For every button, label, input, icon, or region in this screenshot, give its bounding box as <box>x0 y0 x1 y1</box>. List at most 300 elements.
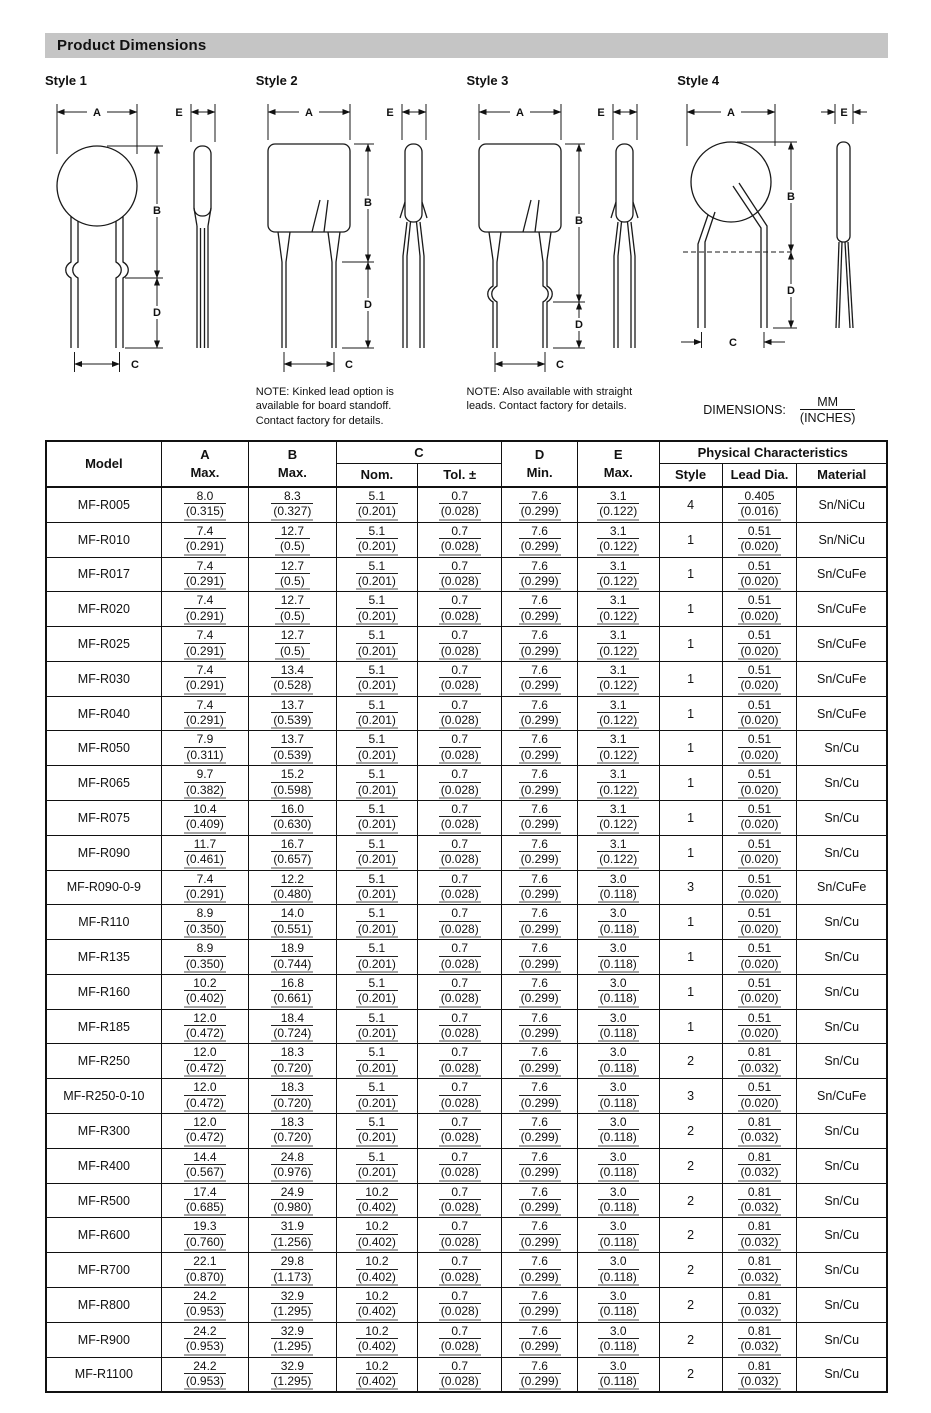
dim-e-cell: $\frac{3.0}{(0.118)}$ <box>577 1148 659 1183</box>
dim-label-e: E <box>840 107 848 119</box>
dim-a-cell: $\frac{8.9}{(0.350)}$ <box>161 905 248 940</box>
style-cell: 2 <box>659 1148 722 1183</box>
dim-d-cell: $\frac{7.6}{(0.299)}$ <box>502 696 578 731</box>
dim-e-cell: $\frac{3.0}{(0.118)}$ <box>577 974 659 1009</box>
dim-a-cell: $\frac{7.4}{(0.291)}$ <box>161 627 248 662</box>
dim-label-c: C <box>344 359 353 371</box>
dim-e-cell: $\frac{3.1}{(0.122)}$ <box>577 661 659 696</box>
style-cell: 1 <box>659 801 722 836</box>
dim-c-nom-cell: $\frac{5.1}{(0.201)}$ <box>336 557 418 592</box>
style-3-note: NOTE: Also available with straight leads. Contact factory for details. <box>466 386 633 413</box>
lead-dia-cell: $\frac{0.51}{(0.020)}$ <box>722 940 797 975</box>
dim-b-cell: $\frac{18.9}{(0.744)}$ <box>249 940 336 975</box>
header-c: C <box>336 441 502 464</box>
dim-e-cell: $\frac{3.1}{(0.122)}$ <box>577 801 659 836</box>
dim-e-cell: $\frac{3.1}{(0.122)}$ <box>577 731 659 766</box>
table-row <box>46 835 887 870</box>
dim-label-e: E <box>386 107 394 119</box>
table-row <box>46 940 887 975</box>
dim-label-d: D <box>153 307 161 319</box>
dim-c-nom-cell: $\frac{5.1}{(0.201)}$ <box>336 974 418 1009</box>
dim-b-cell: $\frac{12.7}{(0.5)}$ <box>249 627 336 662</box>
dim-a-cell: $\frac{24.2}{(0.953)}$ <box>161 1357 248 1392</box>
dim-e-cell: $\frac{3.1}{(0.122)}$ <box>577 487 659 522</box>
style-cell: 1 <box>659 557 722 592</box>
dim-d-cell: $\frac{7.6}{(0.299)}$ <box>502 766 578 801</box>
table-row <box>46 974 887 1009</box>
style-cell: 1 <box>659 592 722 627</box>
model-cell: MF-R160 <box>46 974 161 1009</box>
dim-b-cell: $\frac{12.7}{(0.5)}$ <box>249 592 336 627</box>
table-row <box>46 1114 887 1149</box>
dim-label-b: B <box>574 215 583 227</box>
table-row <box>46 905 887 940</box>
header-material: Material <box>797 464 887 487</box>
dim-c-tol-cell: $\frac{0.7}{(0.028)}$ <box>418 974 502 1009</box>
dim-a-cell: $\frac{7.4}{(0.291)}$ <box>161 522 248 557</box>
dim-b-cell: $\frac{24.8}{(0.976)}$ <box>249 1148 336 1183</box>
dim-c-tol-cell: $\frac{0.7}{(0.028)}$ <box>418 766 502 801</box>
dim-c-nom-cell: $\frac{5.1}{(0.201)}$ <box>336 940 418 975</box>
table-row <box>46 1287 887 1322</box>
dim-c-tol-cell: $\frac{0.7}{(0.028)}$ <box>418 1148 502 1183</box>
table-row <box>46 627 887 662</box>
dim-c-nom-cell: $\frac{5.1}{(0.201)}$ <box>336 766 418 801</box>
header-physical-characteristics: Physical Characteristics <box>659 441 887 464</box>
model-cell: MF-R300 <box>46 1114 161 1149</box>
dim-e-cell: $\frac{3.0}{(0.118)}$ <box>577 1287 659 1322</box>
dim-d-cell: $\frac{7.6}{(0.299)}$ <box>502 1357 578 1392</box>
dim-label-e: E <box>596 107 605 119</box>
style-cell: 1 <box>659 627 722 662</box>
section-title-bar <box>45 33 888 58</box>
dim-a-cell: $\frac{7.4}{(0.291)}$ <box>161 870 248 905</box>
table-row <box>46 661 887 696</box>
dim-d-cell: $\frac{7.6}{(0.299)}$ <box>502 1114 578 1149</box>
dim-d-cell: $\frac{7.6}{(0.299)}$ <box>502 1322 578 1357</box>
material-cell: Sn/CuFe <box>797 870 887 905</box>
dimensions-unit-inches: (INCHES) <box>799 411 856 425</box>
material-cell: Sn/Cu <box>797 801 887 836</box>
dim-a-cell: $\frac{7.4}{(0.291)}$ <box>161 661 248 696</box>
dim-c-nom-cell: $\frac{10.2}{(0.402)}$ <box>336 1357 418 1392</box>
lead-dia-cell: $\frac{0.405}{(0.016)}$ <box>722 487 797 522</box>
table-row <box>46 592 887 627</box>
lead-dia-cell: $\frac{0.81}{(0.032)}$ <box>722 1287 797 1322</box>
dim-d-cell: $\frac{7.6}{(0.299)}$ <box>502 1044 578 1079</box>
lead-dia-cell: $\frac{0.81}{(0.032)}$ <box>722 1183 797 1218</box>
lead-dia-cell: $\frac{0.81}{(0.032)}$ <box>722 1148 797 1183</box>
model-cell: MF-R600 <box>46 1218 161 1253</box>
dim-c-nom-cell: $\frac{5.1}{(0.201)}$ <box>336 731 418 766</box>
dim-e-cell: $\frac{3.0}{(0.118)}$ <box>577 905 659 940</box>
model-cell: MF-R135 <box>46 940 161 975</box>
style-cell: 1 <box>659 940 722 975</box>
dim-c-tol-cell: $\frac{0.7}{(0.028)}$ <box>418 1079 502 1114</box>
model-cell: MF-R090-0-9 <box>46 870 161 905</box>
dim-d-cell: $\frac{7.6}{(0.299)}$ <box>502 1009 578 1044</box>
dim-e-cell: $\frac{3.0}{(0.118)}$ <box>577 1114 659 1149</box>
lead-dia-cell: $\frac{0.51}{(0.020)}$ <box>722 766 797 801</box>
dim-e-cell: $\frac{3.0}{(0.118)}$ <box>577 1253 659 1288</box>
style-1-column <box>45 71 256 428</box>
style-2-title: Style 2 <box>255 73 298 88</box>
model-cell: MF-R017 <box>46 557 161 592</box>
dim-e-cell: $\frac{3.0}{(0.118)}$ <box>577 1044 659 1079</box>
dim-e-cell: $\frac{3.1}{(0.122)}$ <box>577 557 659 592</box>
style-4-title: Style 4 <box>677 73 720 88</box>
dim-c-nom-cell: $\frac{5.1}{(0.201)}$ <box>336 696 418 731</box>
lead-dia-cell: $\frac{0.51}{(0.020)}$ <box>722 696 797 731</box>
dim-c-nom-cell: $\frac{10.2}{(0.402)}$ <box>336 1218 418 1253</box>
style-cell: 1 <box>659 731 722 766</box>
dim-d-cell: $\frac{7.6}{(0.299)}$ <box>502 801 578 836</box>
dim-b-cell: $\frac{29.8}{(1.173)}$ <box>249 1253 336 1288</box>
dim-label-c: C <box>131 359 139 371</box>
table-row <box>46 1357 887 1392</box>
table-row <box>46 487 887 522</box>
dim-e-cell: $\frac{3.0}{(0.118)}$ <box>577 1357 659 1392</box>
dim-b-cell: $\frac{32.9}{(1.295)}$ <box>249 1322 336 1357</box>
dim-d-cell: $\frac{7.6}{(0.299)}$ <box>502 1183 578 1218</box>
table-body <box>46 487 887 1392</box>
dim-label-d: D <box>787 285 796 297</box>
lead-dia-cell: $\frac{0.51}{(0.020)}$ <box>722 870 797 905</box>
dim-c-tol-cell: $\frac{0.7}{(0.028)}$ <box>418 905 502 940</box>
lead-dia-cell: $\frac{0.51}{(0.020)}$ <box>722 627 797 662</box>
dim-b-cell: $\frac{16.0}{(0.630)}$ <box>249 801 336 836</box>
header-style: Style <box>659 464 722 487</box>
dim-e-cell: $\frac{3.0}{(0.118)}$ <box>577 870 659 905</box>
model-cell: MF-R040 <box>46 696 161 731</box>
dim-b-cell: $\frac{13.7}{(0.539)}$ <box>249 731 336 766</box>
style-cell: 2 <box>659 1183 722 1218</box>
lead-dia-cell: $\frac{0.51}{(0.020)}$ <box>722 801 797 836</box>
style-1-diagram <box>45 96 245 381</box>
dim-c-nom-cell: $\frac{5.1}{(0.201)}$ <box>336 1114 418 1149</box>
table-row <box>46 1009 887 1044</box>
dim-b-cell: $\frac{8.3}{(0.327)}$ <box>249 487 336 522</box>
dim-b-cell: $\frac{16.8}{(0.661)}$ <box>249 974 336 1009</box>
model-cell: MF-R185 <box>46 1009 161 1044</box>
dim-e-cell: $\frac{3.0}{(0.118)}$ <box>577 1009 659 1044</box>
material-cell: Sn/Cu <box>797 1114 887 1149</box>
model-cell: MF-R020 <box>46 592 161 627</box>
table-row <box>46 1322 887 1357</box>
dim-b-cell: $\frac{12.2}{(0.480)}$ <box>249 870 336 905</box>
dim-c-tol-cell: $\frac{0.7}{(0.028)}$ <box>418 1287 502 1322</box>
dim-a-cell: $\frac{8.0}{(0.315)}$ <box>161 487 248 522</box>
lead-dia-cell: $\frac{0.51}{(0.020)}$ <box>722 557 797 592</box>
table-row <box>46 766 887 801</box>
model-cell: MF-R1100 <box>46 1357 161 1392</box>
dim-a-cell: $\frac{11.7}{(0.461)}$ <box>161 835 248 870</box>
dim-c-nom-cell: $\frac{5.1}{(0.201)}$ <box>336 1148 418 1183</box>
dim-c-tol-cell: $\frac{0.7}{(0.028)}$ <box>418 661 502 696</box>
dim-d-cell: $\frac{7.6}{(0.299)}$ <box>502 1079 578 1114</box>
dim-d-cell: $\frac{7.6}{(0.299)}$ <box>502 1148 578 1183</box>
dim-d-cell: $\frac{7.6}{(0.299)}$ <box>502 940 578 975</box>
style-3-column <box>467 71 678 428</box>
style-cell: 4 <box>659 487 722 522</box>
dim-c-tol-cell: $\frac{0.7}{(0.028)}$ <box>418 1114 502 1149</box>
dim-a-cell: $\frac{7.4}{(0.291)}$ <box>161 696 248 731</box>
dimensions-unit <box>800 395 856 425</box>
model-cell: MF-R250-0-10 <box>46 1079 161 1114</box>
header-model: Model <box>46 441 161 487</box>
header-a: A Max. <box>161 441 248 487</box>
lead-dia-cell: $\frac{0.51}{(0.020)}$ <box>722 1079 797 1114</box>
material-cell: Sn/Cu <box>797 1009 887 1044</box>
table-row <box>46 1183 887 1218</box>
dim-c-tol-cell: $\frac{0.7}{(0.028)}$ <box>418 1218 502 1253</box>
dim-a-cell: $\frac{12.0}{(0.472)}$ <box>161 1044 248 1079</box>
material-cell: Sn/Cu <box>797 1322 887 1357</box>
dim-b-cell: $\frac{15.2}{(0.598)}$ <box>249 766 336 801</box>
style-cell: 1 <box>659 905 722 940</box>
dim-e-cell: $\frac{3.1}{(0.122)}$ <box>577 522 659 557</box>
lead-dia-cell: $\frac{0.81}{(0.032)}$ <box>722 1114 797 1149</box>
lead-dia-cell: $\frac{0.81}{(0.032)}$ <box>722 1357 797 1392</box>
dim-c-nom-cell: $\frac{5.1}{(0.201)}$ <box>336 801 418 836</box>
material-cell: Sn/Cu <box>797 731 887 766</box>
dim-c-tol-cell: $\frac{0.7}{(0.028)}$ <box>418 801 502 836</box>
style-cell: 1 <box>659 661 722 696</box>
dim-c-nom-cell: $\frac{5.1}{(0.201)}$ <box>336 870 418 905</box>
table-row <box>46 696 887 731</box>
dim-c-nom-cell: $\frac{5.1}{(0.201)}$ <box>336 627 418 662</box>
style-cell: 1 <box>659 522 722 557</box>
dim-d-cell: $\frac{7.6}{(0.299)}$ <box>502 835 578 870</box>
dim-a-cell: $\frac{7.4}{(0.291)}$ <box>161 592 248 627</box>
dim-b-cell: $\frac{18.4}{(0.724)}$ <box>249 1009 336 1044</box>
header-c-tol: Tol. ± <box>418 464 502 487</box>
dim-a-cell: $\frac{12.0}{(0.472)}$ <box>161 1114 248 1149</box>
dim-a-cell: $\frac{17.4}{(0.685)}$ <box>161 1183 248 1218</box>
dim-a-cell: $\frac{8.9}{(0.350)}$ <box>161 940 248 975</box>
table-row <box>46 1218 887 1253</box>
dim-b-cell: $\frac{13.7}{(0.539)}$ <box>249 696 336 731</box>
dim-b-cell: $\frac{16.7}{(0.657)}$ <box>249 835 336 870</box>
material-cell: Sn/Cu <box>797 1148 887 1183</box>
dim-e-cell: $\frac{3.1}{(0.122)}$ <box>577 835 659 870</box>
model-cell: MF-R075 <box>46 801 161 836</box>
style-cell: 2 <box>659 1322 722 1357</box>
model-cell: MF-R050 <box>46 731 161 766</box>
material-cell: Sn/Cu <box>797 1218 887 1253</box>
dimensions-table <box>45 440 888 1393</box>
diagrams-row <box>45 71 888 428</box>
material-cell: Sn/Cu <box>797 1044 887 1079</box>
dim-label-e: E <box>175 107 183 119</box>
model-cell: MF-R010 <box>46 522 161 557</box>
style-cell: 1 <box>659 974 722 1009</box>
style-cell: 2 <box>659 1253 722 1288</box>
dim-label-a: A <box>727 107 736 119</box>
model-cell: MF-R065 <box>46 766 161 801</box>
dim-c-tol-cell: $\frac{0.7}{(0.028)}$ <box>418 487 502 522</box>
material-cell: Sn/Cu <box>797 1253 887 1288</box>
dim-label-a: A <box>304 107 313 119</box>
model-cell: MF-R700 <box>46 1253 161 1288</box>
dim-c-nom-cell: $\frac{5.1}{(0.201)}$ <box>336 522 418 557</box>
style-cell: 1 <box>659 835 722 870</box>
material-cell: Sn/Cu <box>797 905 887 940</box>
dim-d-cell: $\frac{7.6}{(0.299)}$ <box>502 870 578 905</box>
dim-e-cell: $\frac{3.0}{(0.118)}$ <box>577 1218 659 1253</box>
style-cell: 1 <box>659 696 722 731</box>
dim-a-cell: $\frac{12.0}{(0.472)}$ <box>161 1009 248 1044</box>
dim-e-cell: $\frac{3.0}{(0.118)}$ <box>577 1079 659 1114</box>
dim-b-cell: $\frac{12.7}{(0.5)}$ <box>249 522 336 557</box>
dim-c-tol-cell: $\frac{0.7}{(0.028)}$ <box>418 1183 502 1218</box>
dim-e-cell: $\frac{3.0}{(0.118)}$ <box>577 940 659 975</box>
table-row <box>46 870 887 905</box>
dim-c-nom-cell: $\frac{5.1}{(0.201)}$ <box>336 1044 418 1079</box>
lead-dia-cell: $\frac{0.81}{(0.032)}$ <box>722 1044 797 1079</box>
dim-c-tol-cell: $\frac{0.7}{(0.028)}$ <box>418 870 502 905</box>
dimensions-label: DIMENSIONS: <box>703 403 786 417</box>
dim-c-nom-cell: $\frac{5.1}{(0.201)}$ <box>336 1079 418 1114</box>
dim-d-cell: $\frac{7.6}{(0.299)}$ <box>502 557 578 592</box>
dim-b-cell: $\frac{18.3}{(0.720)}$ <box>249 1114 336 1149</box>
dim-b-cell: $\frac{18.3}{(0.720)}$ <box>249 1079 336 1114</box>
dim-d-cell: $\frac{7.6}{(0.299)}$ <box>502 1253 578 1288</box>
table-row <box>46 1148 887 1183</box>
dim-d-cell: $\frac{7.6}{(0.299)}$ <box>502 1218 578 1253</box>
material-cell: Sn/Cu <box>797 1357 887 1392</box>
dim-c-tol-cell: $\frac{0.7}{(0.028)}$ <box>418 592 502 627</box>
dim-c-nom-cell: $\frac{5.1}{(0.201)}$ <box>336 592 418 627</box>
model-cell: MF-R025 <box>46 627 161 662</box>
model-cell: MF-R090 <box>46 835 161 870</box>
dim-b-cell: $\frac{24.9}{(0.980)}$ <box>249 1183 336 1218</box>
model-cell: MF-R400 <box>46 1148 161 1183</box>
style-1-title: Style 1 <box>45 73 87 88</box>
page-title: Product Dimensions <box>57 37 207 54</box>
material-cell: Sn/CuFe <box>797 661 887 696</box>
table-row <box>46 557 887 592</box>
dim-label-b: B <box>153 205 161 217</box>
material-cell: Sn/Cu <box>797 1183 887 1218</box>
header-e: E Max. <box>577 441 659 487</box>
dim-c-tol-cell: $\frac{0.7}{(0.028)}$ <box>418 940 502 975</box>
style-3-diagram <box>467 96 667 381</box>
dim-a-cell: $\frac{22.1}{(0.870)}$ <box>161 1253 248 1288</box>
dim-c-tol-cell: $\frac{0.7}{(0.028)}$ <box>418 522 502 557</box>
dim-e-cell: $\frac{3.0}{(0.118)}$ <box>577 1183 659 1218</box>
table-row <box>46 801 887 836</box>
style-3-title: Style 3 <box>466 73 509 88</box>
material-cell: Sn/CuFe <box>797 557 887 592</box>
model-cell: MF-R250 <box>46 1044 161 1079</box>
dim-label-a: A <box>93 107 101 119</box>
header-lead-dia: Lead Dia. <box>722 464 797 487</box>
dim-c-nom-cell: $\frac{10.2}{(0.402)}$ <box>336 1322 418 1357</box>
dim-e-cell: $\frac{3.1}{(0.122)}$ <box>577 696 659 731</box>
dim-a-cell: $\frac{12.0}{(0.472)}$ <box>161 1079 248 1114</box>
dim-b-cell: $\frac{32.9}{(1.295)}$ <box>249 1287 336 1322</box>
dim-label-b: B <box>787 191 796 203</box>
dim-a-cell: $\frac{10.4}{(0.409)}$ <box>161 801 248 836</box>
style-4-column <box>677 71 888 428</box>
lead-dia-cell: $\frac{0.51}{(0.020)}$ <box>722 905 797 940</box>
table-row <box>46 731 887 766</box>
dim-b-cell: $\frac{18.3}{(0.720)}$ <box>249 1044 336 1079</box>
model-cell: MF-R005 <box>46 487 161 522</box>
header-c-nom: Nom. <box>336 464 418 487</box>
dimensions-note <box>677 395 888 425</box>
dim-label-c: C <box>555 359 564 371</box>
dim-label-c: C <box>729 337 738 349</box>
dim-c-tol-cell: $\frac{0.7}{(0.028)}$ <box>418 696 502 731</box>
lead-dia-cell: $\frac{0.51}{(0.020)}$ <box>722 592 797 627</box>
dim-c-nom-cell: $\frac{5.1}{(0.201)}$ <box>336 835 418 870</box>
dim-d-cell: $\frac{7.6}{(0.299)}$ <box>502 522 578 557</box>
material-cell: Sn/Cu <box>797 835 887 870</box>
material-cell: Sn/Cu <box>797 974 887 1009</box>
dim-d-cell: $\frac{7.6}{(0.299)}$ <box>502 731 578 766</box>
style-cell: 2 <box>659 1114 722 1149</box>
model-cell: MF-R500 <box>46 1183 161 1218</box>
model-cell: MF-R110 <box>46 905 161 940</box>
table-row <box>46 1079 887 1114</box>
dim-c-tol-cell: $\frac{0.7}{(0.028)}$ <box>418 1357 502 1392</box>
material-cell: Sn/CuFe <box>797 592 887 627</box>
lead-dia-cell: $\frac{0.51}{(0.020)}$ <box>722 731 797 766</box>
dim-c-nom-cell: $\frac{5.1}{(0.201)}$ <box>336 487 418 522</box>
dim-d-cell: $\frac{7.6}{(0.299)}$ <box>502 487 578 522</box>
style-cell: 1 <box>659 766 722 801</box>
dim-e-cell: $\frac{3.0}{(0.118)}$ <box>577 1322 659 1357</box>
dim-c-tol-cell: $\frac{0.7}{(0.028)}$ <box>418 835 502 870</box>
model-cell: MF-R900 <box>46 1322 161 1357</box>
style-cell: 2 <box>659 1357 722 1392</box>
dim-a-cell: $\frac{7.9}{(0.311)}$ <box>161 731 248 766</box>
material-cell: Sn/NiCu <box>797 522 887 557</box>
style-cell: 1 <box>659 1009 722 1044</box>
dim-b-cell: $\frac{32.9}{(1.295)}$ <box>249 1357 336 1392</box>
dim-c-tol-cell: $\frac{0.7}{(0.028)}$ <box>418 1322 502 1357</box>
dim-d-cell: $\frac{7.6}{(0.299)}$ <box>502 974 578 1009</box>
material-cell: Sn/CuFe <box>797 627 887 662</box>
material-cell: Sn/NiCu <box>797 487 887 522</box>
dim-d-cell: $\frac{7.6}{(0.299)}$ <box>502 1287 578 1322</box>
dim-c-tol-cell: $\frac{0.7}{(0.028)}$ <box>418 1253 502 1288</box>
material-cell: Sn/Cu <box>797 766 887 801</box>
material-cell: Sn/Cu <box>797 1287 887 1322</box>
dim-d-cell: $\frac{7.6}{(0.299)}$ <box>502 592 578 627</box>
dim-e-cell: $\frac{3.1}{(0.122)}$ <box>577 766 659 801</box>
dim-c-tol-cell: $\frac{0.7}{(0.028)}$ <box>418 557 502 592</box>
dim-d-cell: $\frac{7.6}{(0.299)}$ <box>502 905 578 940</box>
table-row <box>46 522 887 557</box>
style-2-column <box>256 71 467 428</box>
style-cell: 2 <box>659 1287 722 1322</box>
dim-c-nom-cell: $\frac{10.2}{(0.402)}$ <box>336 1287 418 1322</box>
style-cell: 2 <box>659 1218 722 1253</box>
dim-c-nom-cell: $\frac{5.1}{(0.201)}$ <box>336 1009 418 1044</box>
dim-label-a: A <box>515 107 524 119</box>
style-cell: 3 <box>659 1079 722 1114</box>
dim-c-nom-cell: $\frac{5.1}{(0.201)}$ <box>336 905 418 940</box>
style-4-diagram <box>677 96 877 381</box>
dim-c-tol-cell: $\frac{0.7}{(0.028)}$ <box>418 627 502 662</box>
dim-a-cell: $\frac{24.2}{(0.953)}$ <box>161 1322 248 1357</box>
material-cell: Sn/CuFe <box>797 1079 887 1114</box>
dim-c-nom-cell: $\frac{5.1}{(0.201)}$ <box>336 661 418 696</box>
header-d: D Min. <box>502 441 578 487</box>
